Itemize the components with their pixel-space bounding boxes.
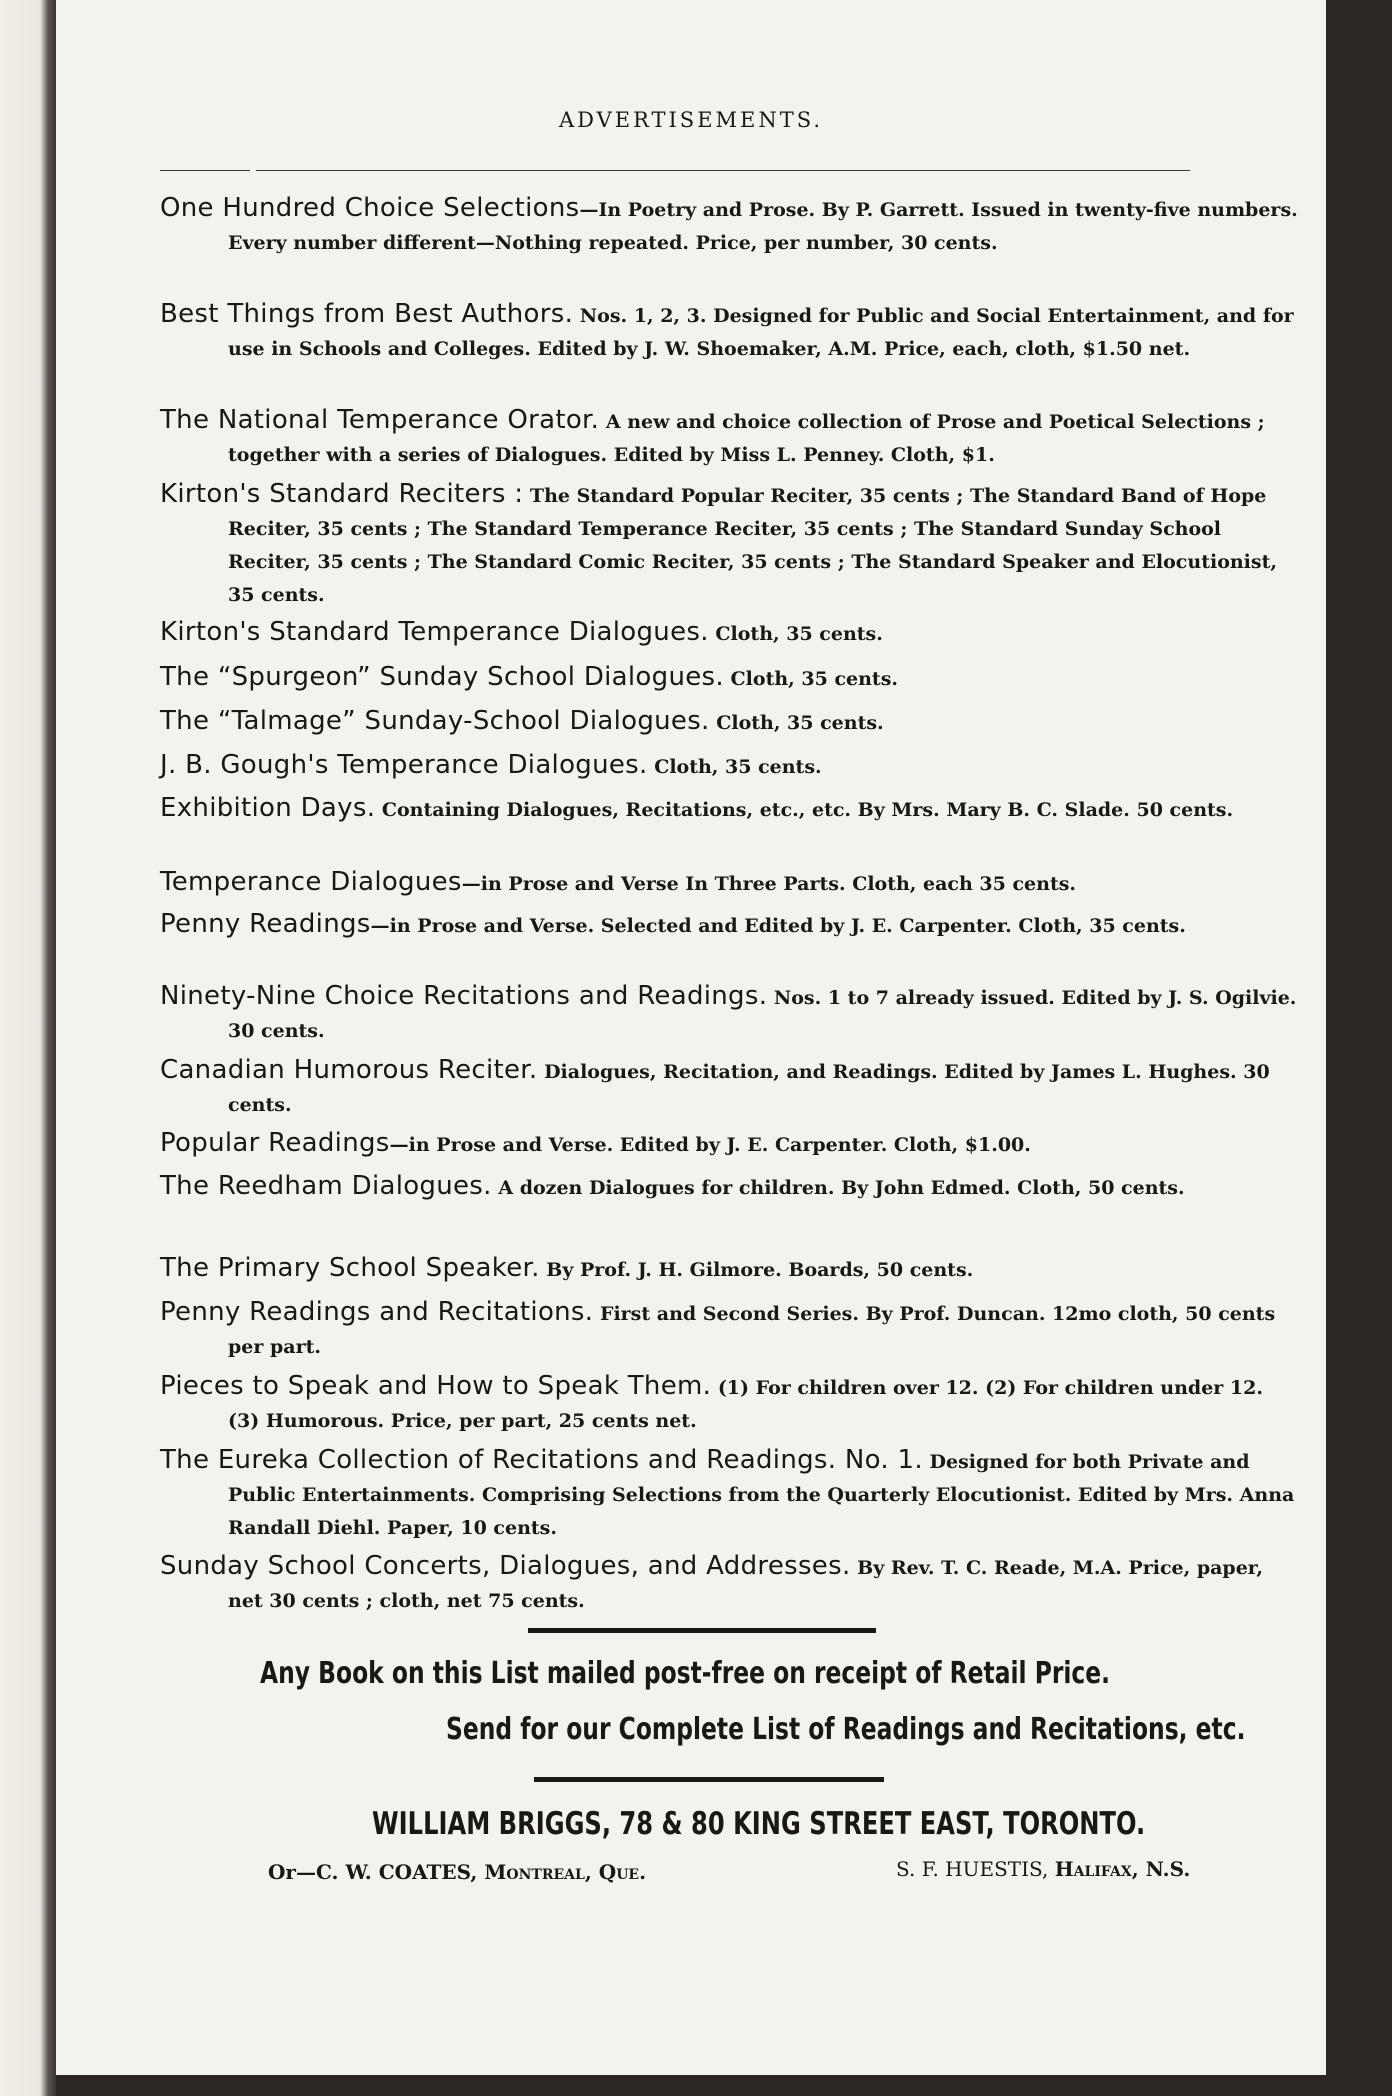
entry-description: Cloth, 35 cents.	[709, 712, 884, 734]
list-item	[160, 478, 1298, 612]
list-item	[160, 1170, 1298, 1205]
catalog-notice: Send for our Complete List of Readings and Recitations, etc.	[446, 1712, 1246, 1747]
list-item	[160, 908, 1298, 943]
entry-description: Nos. 1 to 7 already issued. Edited by J. S. Ogilvie. 30 cents.	[228, 987, 1297, 1042]
entry-description: Cloth, 35 cents.	[723, 668, 898, 690]
agent-name: S. F. HUESTIS,	[896, 1857, 1049, 1881]
agent-location: Montreal, Que.	[484, 1860, 647, 1884]
agent-montreal	[268, 1860, 646, 1884]
entry-description: —in Prose and Verse. Selected and Edited by J. E. Carpenter. Cloth, 35 cents.	[370, 915, 1186, 937]
list-item	[160, 980, 1298, 1048]
list-item	[160, 1444, 1298, 1545]
entry-description: A dozen Dialogues for children. By John Edmed. Cloth, 50 cents.	[491, 1177, 1185, 1199]
entry-title: Kirton's Standard Reciters :	[160, 479, 524, 509]
entry-title: The Eureka Collection of Recitations and Readings. No. 1.	[160, 1445, 923, 1475]
entry-title: Sunday School Concerts, Dialogues, and Addresses.	[160, 1551, 851, 1581]
entry-title: The Primary School Speaker.	[160, 1253, 540, 1283]
entry-title: Canadian Humorous Reciter.	[160, 1055, 538, 1085]
entry-title: Ninety-Nine Choice Recitations and Readings.	[160, 981, 768, 1011]
bottom-background	[56, 2075, 1326, 2096]
entry-title: The National Temperance Orator.	[160, 405, 600, 435]
entry-title: Pieces to Speak and How to Speak Them.	[160, 1371, 712, 1401]
list-item	[160, 404, 1298, 472]
entry-title: The “Talmage” Sunday-School Dialogues.	[160, 706, 710, 736]
entry-title: Penny Readings	[160, 909, 371, 939]
agent-name: Or—C. W. COATES,	[268, 1860, 478, 1884]
mail-order-notice: Any Book on this List mailed post-free on receipt of Retail Price.	[260, 1656, 1111, 1691]
list-item	[160, 1054, 1298, 1122]
header-rule	[160, 170, 1190, 171]
divider-rule	[528, 1628, 876, 1633]
entry-description: Dialogues, Recitation, and Readings. Edited by James L. Hughes. 30 cents.	[228, 1061, 1270, 1116]
entry-description: The Standard Popular Reciter, 35 cents ; The Standard Band of Hope Reciter, 35 cents ; The Standard Temperance Reciter, 35 cents ; The Standard Sunday School Reciter, 35 cents ; The Standard Comic Reciter, 35 cents ; The Standard Speaker and Elocutionist, 35 cents.	[228, 485, 1277, 606]
list-item	[160, 661, 1298, 696]
list-item	[160, 792, 1298, 827]
entry-title: Temperance Dialogues	[160, 867, 462, 897]
entry-title: The Reedham Dialogues.	[160, 1171, 492, 1201]
page-header: ADVERTISEMENTS.	[558, 108, 824, 132]
entry-description: Designed for both Private and Public Entertainments. Comprising Selections from the Quarterly Elocutionist. Edited by Mrs. Anna Randall Diehl. Paper, 10 cents.	[228, 1451, 1295, 1539]
entry-title: The “Spurgeon” Sunday School Dialogues.	[160, 662, 724, 692]
publisher-address: WILLIAM BRIGGS, 78 & 80 KING STREET EAST, TORONTO.	[372, 1806, 1146, 1842]
entry-description: —In Poetry and Prose. By P. Garrett. Issued in twenty-five numbers. Every number different—Nothing repeated. Price, per number, 30 cents.	[228, 199, 1298, 254]
list-item	[160, 298, 1298, 366]
entry-description: Containing Dialogues, Recitations, etc., etc. By Mrs. Mary B. C. Slade. 50 cents.	[375, 799, 1234, 821]
entry-title: Kirton's Standard Temperance Dialogues.	[160, 617, 709, 647]
left-page-edge	[0, 0, 56, 2096]
entry-description: —in Prose and Verse. Edited by J. E. Carpenter. Cloth, $1.00.	[389, 1134, 1031, 1156]
list-item	[160, 616, 1298, 651]
entry-description: First and Second Series. By Prof. Duncan. 12mo cloth, 50 cents per part.	[228, 1303, 1276, 1358]
list-item	[160, 1252, 1298, 1287]
list-item	[160, 749, 1298, 784]
entry-description: Cloth, 35 cents.	[647, 756, 822, 778]
entry-title: One Hundred Choice Selections	[160, 193, 580, 223]
entry-description: Cloth, 35 cents.	[708, 623, 883, 645]
entry-description: (1) For children over 12. (2) For children under 12. (3) Humorous. Price, per part, 25 cents net.	[228, 1377, 1263, 1432]
entry-description: By Prof. J. H. Gilmore. Boards, 50 cents.	[539, 1259, 974, 1281]
divider-rule	[534, 1777, 884, 1782]
right-background	[1326, 0, 1392, 2096]
list-item	[160, 1127, 1298, 1162]
entry-title: Penny Readings and Recitations.	[160, 1297, 594, 1327]
list-item	[160, 1550, 1298, 1618]
list-item	[160, 192, 1298, 260]
agent-halifax	[896, 1857, 1190, 1881]
entry-title: Best Things from Best Authors.	[160, 299, 574, 329]
entry-title: Popular Readings	[160, 1128, 390, 1158]
list-item	[160, 1370, 1298, 1438]
entry-description: A new and choice collection of Prose and Poetical Selections ; together with a series of Dialogues. Edited by Miss L. Penney. Cloth, $1.	[228, 411, 1265, 466]
list-item	[160, 866, 1298, 901]
entry-description: By Rev. T. C. Reade, M.A. Price, paper, net 30 cents ; cloth, net 75 cents.	[228, 1557, 1264, 1612]
page	[56, 0, 1326, 2075]
agent-location: Halifax, N.S.	[1054, 1857, 1191, 1881]
entry-title: J. B. Gough's Temperance Dialogues.	[160, 750, 648, 780]
entry-description: Nos. 1, 2, 3. Designed for Public and Social Entertainment, and for use in Schools and Colleges. Edited by J. W. Shoemaker, A.M. Price, each, cloth, $1.50 net.	[228, 305, 1294, 360]
list-item	[160, 705, 1298, 740]
list-item	[160, 1296, 1298, 1364]
entry-title: Exhibition Days.	[160, 793, 376, 823]
entry-description: —in Prose and Verse In Three Parts. Cloth, each 35 cents.	[461, 873, 1077, 895]
